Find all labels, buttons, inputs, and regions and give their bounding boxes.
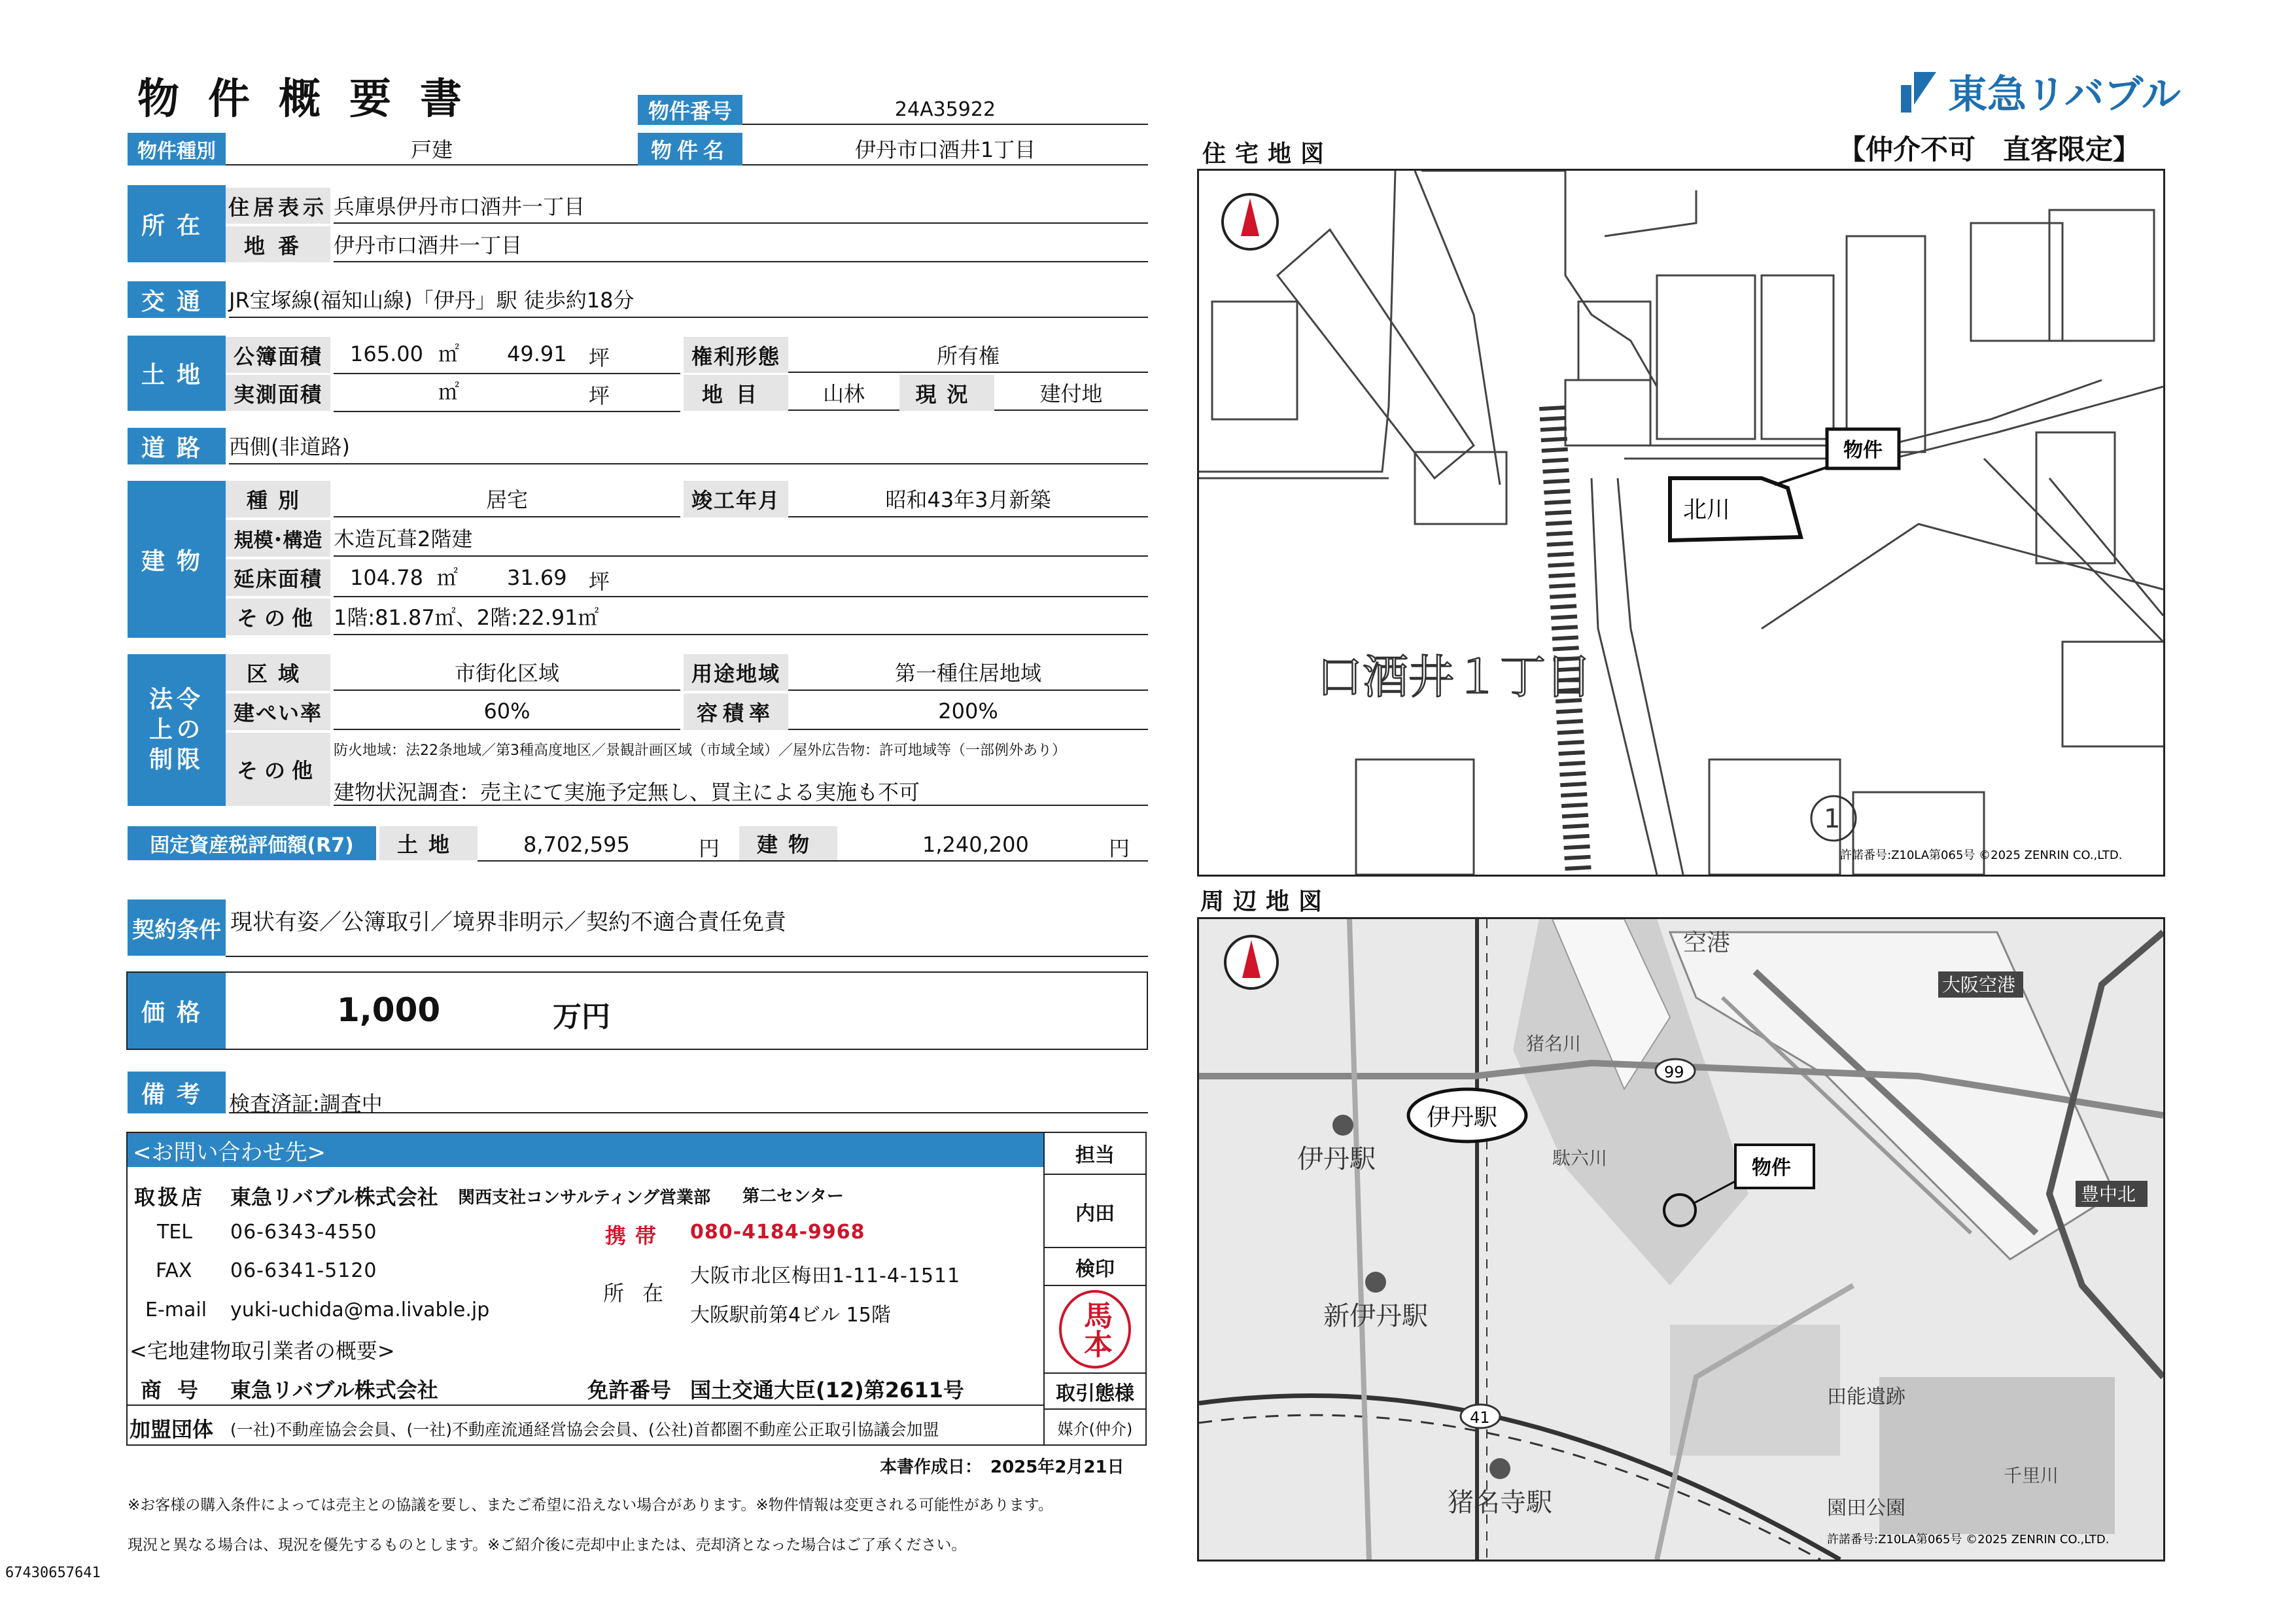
tel-label: TEL bbox=[157, 1221, 192, 1244]
handler-company: 東急リバブル株式会社 bbox=[230, 1185, 438, 1210]
type-value: 戸建 bbox=[226, 133, 638, 166]
airport-label: 空港 bbox=[1683, 930, 1731, 956]
land-head: 土地 bbox=[128, 336, 226, 411]
company-logo: 東急リバブル bbox=[1897, 62, 2181, 121]
area-name-label: 口酒井１丁目 bbox=[1317, 650, 1592, 704]
survey-area-label: 実測面積 bbox=[226, 375, 330, 411]
river-senrigawa-label: 千里川 bbox=[2004, 1465, 2059, 1486]
divider bbox=[334, 596, 1148, 597]
trade-name-label: 商号 bbox=[141, 1378, 215, 1403]
property-number: 24A35922 bbox=[742, 95, 1148, 125]
map1-credit: 許諾番号:Z10LA第065号 ©2025 ZENRIN CO.,LTD. bbox=[1840, 848, 2123, 862]
building-other-value: 1階:81.87㎡、2階:22.91㎡ bbox=[334, 599, 1148, 635]
mobile-value: 080-4184-9968 bbox=[690, 1221, 865, 1244]
office-address-label: 所在 bbox=[603, 1281, 682, 1306]
law-head: 法令上の制限 bbox=[128, 654, 226, 806]
ic-osaka-airport-label: 大阪空港 bbox=[1942, 974, 2016, 996]
registry-tsubo: 49.91 bbox=[507, 341, 567, 366]
built-value: 昭和43年3月新築 bbox=[788, 481, 1148, 517]
tax-building-yen: 円 bbox=[1109, 836, 1130, 861]
building-kind-label: 種別 bbox=[226, 481, 330, 517]
tel-value: 06-6343-4550 bbox=[230, 1221, 377, 1244]
email-label: E-mail bbox=[145, 1299, 207, 1321]
route-99-label: 99 bbox=[1664, 1063, 1684, 1081]
station-inadera-label: 猪名寺駅 bbox=[1448, 1488, 1552, 1518]
building-kind-value: 居宅 bbox=[334, 481, 680, 517]
building-head: 建物 bbox=[128, 481, 226, 638]
built-label: 竣工年月 bbox=[684, 481, 788, 517]
far-value: 200% bbox=[788, 693, 1148, 730]
property-callout-label: 物件 bbox=[1843, 439, 1883, 462]
status-value: 建付地 bbox=[994, 375, 1148, 411]
structure-value: 木造瓦葺2階建 bbox=[334, 520, 1148, 557]
bcr-value: 60% bbox=[334, 693, 680, 730]
seal-label: 検印 bbox=[1045, 1249, 1145, 1286]
divider bbox=[334, 411, 680, 412]
law-other-line1: 防火地域：法22条地域／第3種高度地区／景観計画区域（市域全域）／屋外広告物：許可地域等（一部例外あり） bbox=[334, 742, 1066, 759]
association-label: 加盟団体 bbox=[130, 1417, 214, 1442]
divider bbox=[128, 1405, 1043, 1406]
tax-head: 固定資産税評価額(R7) bbox=[128, 826, 376, 860]
river-inagawa-label: 猪名川 bbox=[1526, 1033, 1582, 1055]
type-label: 物件種別 bbox=[128, 133, 226, 166]
office-address-line1: 大阪市北区梅田1-11-4-1511 bbox=[690, 1265, 961, 1287]
park-label: 園田公園 bbox=[1827, 1497, 1905, 1520]
price-value: 1,000 bbox=[337, 991, 441, 1029]
floor-tsubo-unit: 坪 bbox=[589, 569, 610, 594]
law-other-line2: 建物状況調査：売主にて実施予定無し、買主による実施も不可 bbox=[334, 773, 1148, 806]
property-callout-label: 物件 bbox=[1752, 1157, 1791, 1179]
lot-label: 地番 bbox=[226, 226, 330, 262]
name-value: 伊丹市口酒井1丁目 bbox=[742, 133, 1148, 166]
bcr-label: 建ぺい率 bbox=[226, 693, 330, 730]
office-address-line2: 大阪駅前第4ビル 15階 bbox=[690, 1304, 891, 1327]
transport-value: JR宝塚線(福知山線)「伊丹」駅 徒歩約18分 bbox=[229, 281, 1148, 318]
station-shin-itami-label: 新伊丹駅 bbox=[1323, 1301, 1428, 1331]
email-value[interactable]: yuki-uchida@ma.livable.jp bbox=[230, 1299, 490, 1321]
seal-stamp: 馬本 bbox=[1059, 1290, 1131, 1369]
residential-map[interactable] bbox=[1197, 169, 2165, 877]
trade-name-value: 東急リバブル株式会社 bbox=[230, 1378, 438, 1403]
survey-m2-unit: ㎡ bbox=[438, 379, 460, 404]
document-title: 物件概要書 bbox=[137, 75, 491, 124]
address-label: 住居表示 bbox=[226, 188, 330, 224]
lot-name-label: 北川 bbox=[1683, 497, 1731, 523]
ic-toyonaka-kita-label: 豊中北 bbox=[2081, 1183, 2136, 1205]
far-label: 容積率 bbox=[684, 693, 788, 730]
contact-head: <お問い合わせ先> bbox=[128, 1133, 1043, 1167]
area-map-drawing bbox=[1199, 919, 2163, 1560]
floor-m2: 104.78 bbox=[350, 565, 423, 590]
transport-head: 交通 bbox=[128, 281, 226, 318]
footer-note-2: 現況と異なる場合は、現況を優先するものとします。※ご紹介後に売却中止または、売却済となった場合はご了承ください。 bbox=[128, 1537, 967, 1554]
license-label: 免許番号 bbox=[587, 1378, 672, 1403]
floor-tsubo: 31.69 bbox=[507, 565, 567, 590]
residential-map-drawing bbox=[1199, 171, 2163, 875]
tax-building-value: 1,240,200 bbox=[922, 832, 1029, 857]
location-head: 所在 bbox=[128, 185, 226, 262]
road-head: 道路 bbox=[128, 428, 226, 464]
use-zone-value: 第一種住居地域 bbox=[788, 654, 1148, 691]
tax-land-value: 8,702,595 bbox=[523, 832, 630, 857]
document-number: 67430657641 bbox=[5, 1565, 101, 1581]
contract-head: 契約条件 bbox=[128, 899, 226, 956]
use-zone-label: 用途地域 bbox=[684, 654, 788, 691]
river-daroku-label: 駄六川 bbox=[1552, 1147, 1608, 1169]
lot-value: 伊丹市口酒井一丁目 bbox=[334, 226, 1148, 262]
deal-type-label: 取引態様 bbox=[1045, 1374, 1145, 1410]
logo-mark-icon bbox=[1897, 65, 1943, 118]
tax-land-label: 土地 bbox=[379, 826, 478, 860]
area-map[interactable] bbox=[1197, 917, 2165, 1562]
zone-value: 市街化区域 bbox=[334, 654, 680, 691]
fax-label: FAX bbox=[156, 1259, 192, 1282]
approval-seal bbox=[1054, 1290, 1136, 1371]
residential-map-title: 住宅地図 bbox=[1202, 141, 1334, 167]
remarks-value: 検査済証:調査中 bbox=[229, 1087, 1148, 1113]
footer-note-1: ※お客様の購入条件によっては売主との協議を要し、またご希望に沿えない場合があります。※物件情報は変更される可能性があります。 bbox=[128, 1497, 1053, 1514]
structure-label: 規模･構造 bbox=[226, 520, 330, 557]
charge-label: 担当 bbox=[1045, 1133, 1145, 1175]
survey-tsubo-unit: 坪 bbox=[589, 383, 610, 408]
map2-credit: 許諾番号:Z10LA第065号 ©2025 ZENRIN CO.,LTD. bbox=[1827, 1533, 2110, 1546]
itami-circle-label: 伊丹駅 bbox=[1427, 1104, 1498, 1131]
price-head: 価格 bbox=[128, 973, 226, 1049]
rights-value: 所有権 bbox=[788, 337, 1148, 373]
deal-type-value: 媒介(仲介) bbox=[1057, 1420, 1133, 1439]
status-label: 現況 bbox=[899, 375, 994, 411]
floor-m2-unit: ㎡ bbox=[437, 565, 459, 590]
property-number-label: 物件番号 bbox=[638, 95, 742, 125]
rights-label: 権利形態 bbox=[684, 337, 788, 373]
building-other-label: その他 bbox=[226, 599, 330, 635]
mobile-label: 携帯 bbox=[605, 1223, 666, 1248]
registry-m2-unit: ㎡ bbox=[438, 341, 460, 366]
registry-m2: 165.00 bbox=[350, 341, 423, 366]
divider bbox=[334, 373, 680, 374]
association-value: (一社)不動産協会会員、(一社)不動産流通経営協会会員、(公社)首都圏不動産公正取引協議会加盟 bbox=[230, 1420, 939, 1439]
zone-label: 区域 bbox=[226, 654, 330, 691]
agent-head: <宅地建物取引業者の概要> bbox=[130, 1338, 395, 1363]
notice-no-brokerage: 【仲介不可 直客限定】 bbox=[1838, 133, 2141, 166]
category-label: 地目 bbox=[684, 375, 788, 411]
category-value: 山林 bbox=[788, 375, 899, 411]
ruins-label: 田能遺跡 bbox=[1827, 1386, 1905, 1408]
law-other-label: その他 bbox=[226, 733, 330, 806]
tax-building-label: 建物 bbox=[739, 826, 837, 860]
tax-land-yen: 円 bbox=[699, 836, 720, 861]
divider bbox=[226, 956, 1148, 957]
registry-area-label: 公簿面積 bbox=[226, 337, 330, 373]
area-map-title: 周辺地図 bbox=[1200, 888, 1332, 915]
route-41-label: 41 bbox=[1470, 1408, 1490, 1427]
handler-branch: 関西支社コンサルティング営業部 bbox=[458, 1188, 711, 1208]
road-value: 西側(非道路) bbox=[229, 428, 1148, 464]
contract-value: 現状有姿／公簿取引／境界非明示／契約不適合責任免責 bbox=[230, 909, 786, 935]
name-label: 物件名 bbox=[638, 133, 742, 166]
svg-text:1: 1 bbox=[1824, 804, 1841, 834]
price-box bbox=[126, 971, 1148, 1050]
price-unit: 万円 bbox=[553, 1000, 610, 1034]
registry-tsubo-unit: 坪 bbox=[589, 345, 610, 370]
fax-value: 06-6341-5120 bbox=[230, 1259, 377, 1282]
created-date: 本書作成日： 2025年2月21日 bbox=[880, 1457, 1124, 1477]
handler-label: 取扱店 bbox=[134, 1185, 205, 1210]
address-value: 兵庫県伊丹市口酒井一丁目 bbox=[334, 188, 1148, 224]
floor-area-label: 延床面積 bbox=[226, 559, 330, 596]
remarks-head: 備考 bbox=[128, 1072, 226, 1113]
license-value: 国土交通大臣(12)第2611号 bbox=[690, 1378, 964, 1403]
station-itami-label: 伊丹駅 bbox=[1297, 1144, 1376, 1174]
divider bbox=[478, 860, 1148, 862]
handler-center: 第二センター bbox=[742, 1187, 844, 1206]
charge-value: 内田 bbox=[1045, 1176, 1145, 1248]
